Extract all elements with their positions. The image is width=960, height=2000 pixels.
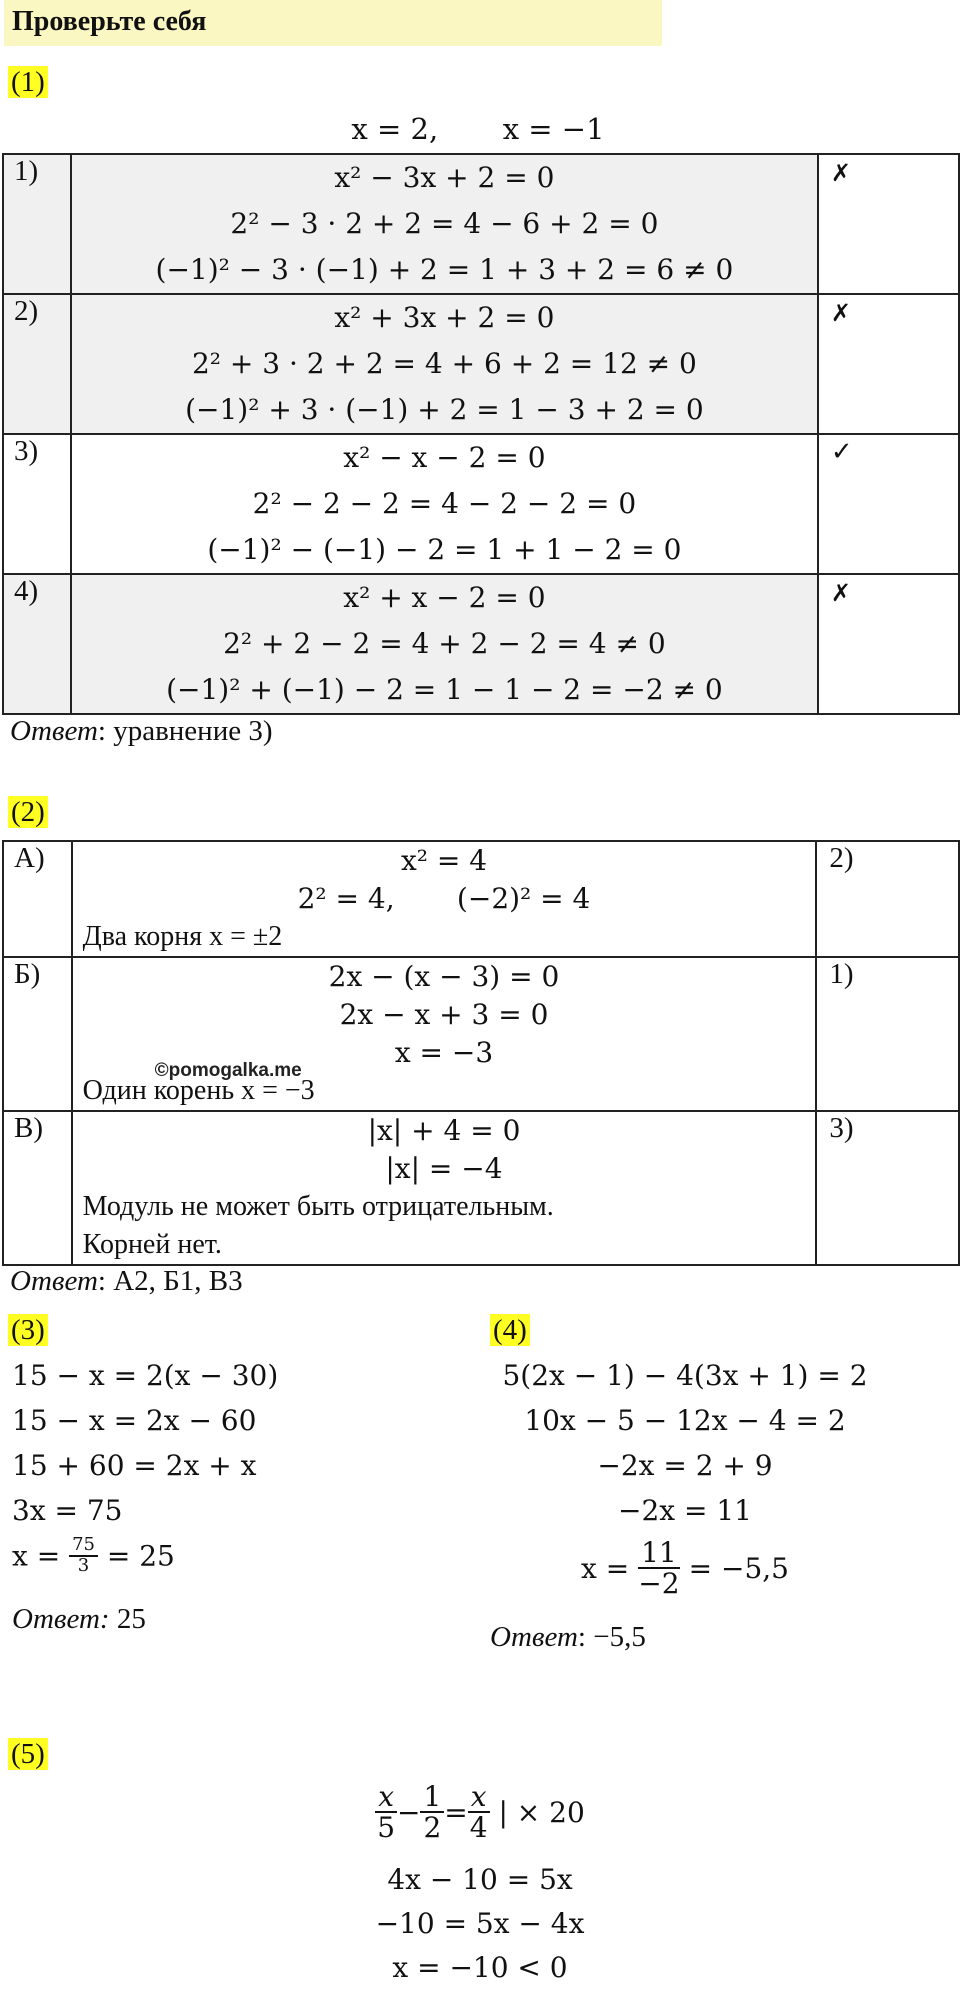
task1-answer [10,712,273,750]
task4-answer [490,1618,646,1656]
operator: − [397,1795,421,1829]
equation-line: 10x − 5 − 12x − 4 = 2 [524,1404,846,1437]
equation-line: |x| + 4 = 0 [367,1114,521,1147]
task3-label: (3) [8,1314,48,1346]
equation-line: x² − x − 2 = 0 [343,441,546,474]
table-row [3,434,959,574]
row-body [71,434,818,574]
fraction-equation [0,1782,960,1843]
table-row [3,841,959,957]
answer-text: : А2, Б1, В3 [97,1265,243,1297]
answer-text: 25 [109,1603,146,1635]
text-line: Корней нет. [82,1229,222,1260]
cross-icon: ✗ [818,574,959,714]
equation-line: (−1)² + 3 · (−1) + 2 = 1 − 3 + 2 = 0 [185,393,704,426]
equation-line: x² + 3x + 2 = 0 [334,301,555,334]
task2-answer [10,1262,243,1300]
row-result: 2) [816,841,959,957]
text-line: Модуль не может быть отрицательным. [82,1191,554,1222]
equation-line: (−1)² + (−1) − 2 = 1 − 1 − 2 = −2 ≠ 0 [166,673,723,706]
cross-icon: ✗ [818,154,959,294]
frac-denominator: 2 [423,1811,442,1845]
frac-numerator: x [375,1782,397,1813]
equation-line: x = −3 [394,1036,494,1069]
fraction [468,1782,490,1843]
row-number: 1) [3,154,71,294]
operator: = [444,1795,468,1829]
fraction [638,1538,680,1599]
row-body [72,841,817,957]
frac-prefix: x = [12,1539,70,1573]
answer-label: Ответ [10,1265,98,1297]
equation-line: 2² − 2 − 2 = 4 − 2 − 2 = 0 [252,487,637,520]
equation-line: 5(2x − 1) − 4(3x + 1) = 2 [502,1359,868,1392]
row-letter: А) [3,841,72,957]
task2-label: (2) [8,796,48,828]
row-number: 3) [3,434,71,574]
frac-numerator: 1 [420,1782,444,1813]
equation-line: 3x = 75 [12,1494,123,1527]
equation-line: 2² − 3 · 2 + 2 = 4 − 6 + 2 = 0 [230,207,659,240]
text-line: Два корня x = ±2 [82,921,283,952]
equation-line: 15 − x = 2(x − 30) [12,1359,279,1392]
equation-line: 2x − (x − 3) = 0 [328,960,560,993]
equation-line: |x| = −4 [385,1152,503,1185]
fraction [420,1782,444,1843]
answer-label: Ответ [490,1621,578,1653]
row-body [71,294,818,434]
row-number: 4) [3,574,71,714]
answer-label: Ответ [10,715,98,747]
equation-line: 2² = 4, (−2)² = 4 [297,882,591,915]
equation-line: −2x = 11 [618,1494,752,1527]
frac-suffix: = 25 [97,1539,175,1573]
equation-line: 15 − x = 2x − 60 [12,1404,257,1437]
frac-denominator: 3 [77,1554,90,1576]
equation-line: x = −10 < 0 [392,1951,568,1984]
answer-label: Ответ: [12,1603,110,1635]
task1-table [2,153,960,715]
table-row [3,294,959,434]
equation-line: −2x = 2 + 9 [597,1449,773,1482]
multiply-note: | × 20 [489,1795,585,1829]
equation-line: −10 = 5x − 4x [375,1907,585,1940]
task5-label: (5) [8,1738,48,1770]
row-letter: В) [3,1111,72,1265]
cross-icon: ✗ [818,294,959,434]
task1-given: x = 2, x = −1 [351,112,605,146]
row-body [72,1111,817,1265]
equation-line: 2² + 3 · 2 + 2 = 4 + 6 + 2 = 12 ≠ 0 [191,347,697,380]
equation-line: (−1)² − 3 · (−1) + 2 = 1 + 3 + 2 = 6 ≠ 0 [155,253,734,286]
frac-suffix: = −5,5 [679,1551,789,1585]
text-line: Один корень x = −3 [82,1075,315,1106]
equation-line: x² + x − 2 = 0 [343,581,546,614]
fraction [375,1782,397,1843]
task4-solution [490,1354,880,1599]
table-row [3,154,959,294]
answer-text: : уравнение 3) [97,715,273,747]
equation-line: 4x − 10 = 5x [387,1863,573,1896]
row-body [71,154,818,294]
row-body [71,574,818,714]
equation-line: 2² + 2 − 2 = 4 + 2 − 2 = 4 ≠ 0 [223,627,666,660]
frac-numerator: x [468,1782,490,1813]
row-result: 1) [816,957,959,1111]
equation-line: (−1)² − (−1) − 2 = 1 + 1 − 2 = 0 [207,533,682,566]
fraction-line [12,1536,175,1576]
frac-numerator: 75 [69,1536,98,1557]
row-body [72,957,817,1111]
row-result: 3) [816,1111,959,1265]
table-row [3,574,959,714]
frac-numerator: 11 [638,1538,680,1569]
equation-line: 2x − x + 3 = 0 [339,998,549,1031]
table-row [3,1111,959,1265]
task2-table [2,840,960,1266]
check-icon: ✓ [818,434,959,574]
fraction-line [490,1538,880,1599]
fraction [69,1536,98,1576]
row-letter: Б) [3,957,72,1111]
watermark: ©pomogalka.me [154,1060,302,1081]
task3-answer [12,1600,146,1638]
equation-line: x² − 3x + 2 = 0 [334,161,555,194]
row-number: 2) [3,294,71,434]
equation-line: 15 + 60 = 2x + x [12,1449,257,1482]
frac-denominator: 4 [469,1811,488,1845]
frac-prefix: x = [581,1551,639,1585]
answer-text: : −5,5 [577,1621,646,1653]
equation-line: x² = 4 [400,844,488,877]
page-title: Проверьте себя [4,0,662,46]
frac-denominator: −2 [638,1567,680,1601]
frac-denominator: 5 [377,1811,396,1845]
table-row [3,957,959,1111]
task1-label: (1) [8,66,48,98]
task4-label: (4) [490,1314,530,1346]
